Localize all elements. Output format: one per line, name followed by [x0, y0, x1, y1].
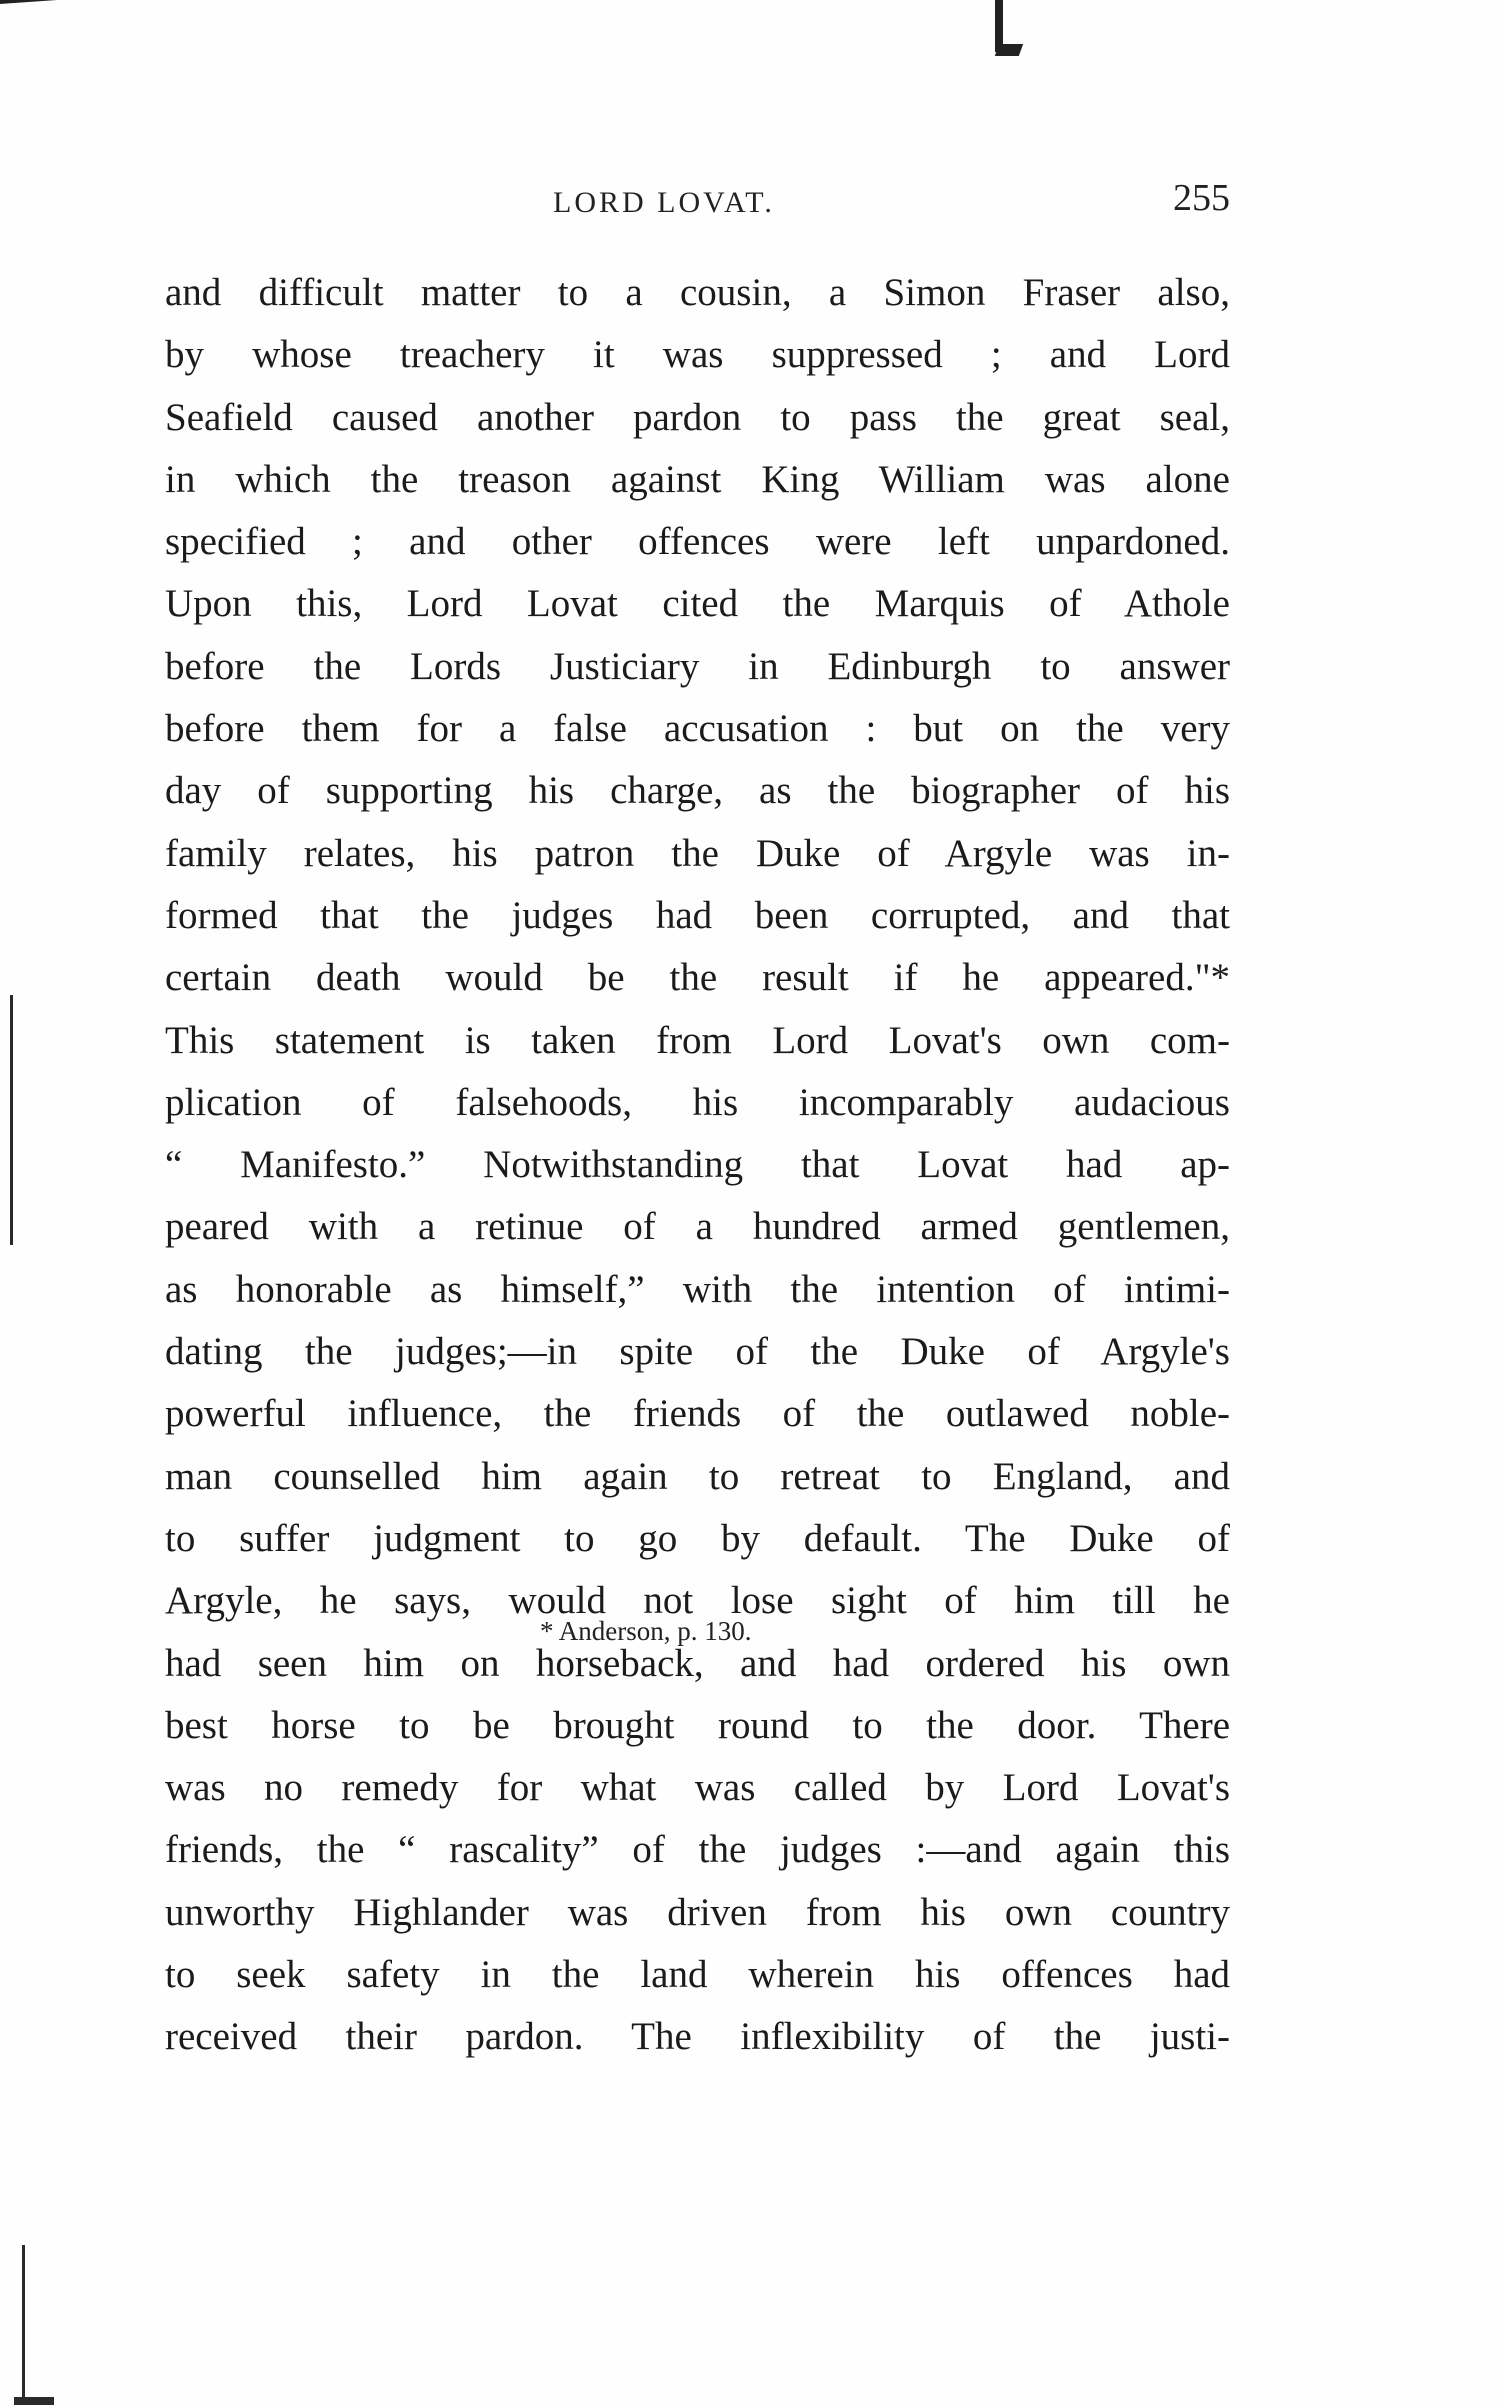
scan-artifact-left-line-bottom — [22, 2245, 25, 2405]
text-line: man counselled him again to retreat to England, and — [165, 1454, 1230, 1498]
text-line: in which the treason against King William was alone — [165, 457, 1230, 501]
text-line: family relates, his patron the Duke of Argyle was in- — [165, 831, 1230, 875]
text-line: before the Lords Justiciary in Edinburgh to answer — [165, 644, 1230, 688]
text-line: specified ; and other offences were left unpardoned. — [165, 520, 1230, 564]
text-line: as honorable as himself,” with the intention of intimi- — [165, 1267, 1230, 1311]
text-line: friends, the “ rascality” of the judges :—and again this — [165, 1828, 1230, 1872]
body-text — [165, 262, 1230, 2069]
text-line: plication of falsehoods, his incomparably audacious — [165, 1080, 1230, 1124]
text-line: Upon this, Lord Lovat cited the Marquis of Athole — [165, 582, 1230, 626]
text-line: dating the judges;—in spite of the Duke of Argyle's — [165, 1330, 1230, 1374]
running-head — [165, 176, 1230, 226]
text-line: This statement is taken from Lord Lovat's own com- — [165, 1018, 1230, 1062]
text-line: by whose treachery it was suppressed ; and Lord — [165, 333, 1230, 377]
text-line: Argyle, he says, would not lose sight of him till he — [165, 1579, 1230, 1623]
page-number: 255 — [1173, 177, 1230, 219]
text-line: received their pardon. The inflexibility of the justi- — [165, 2015, 1230, 2059]
text-line: certain death would be the result if he appeared."* — [165, 956, 1230, 1000]
scan-artifact-left-line — [10, 995, 13, 1245]
text-line: and difficult matter to a cousin, a Simon Fraser also, — [165, 271, 1230, 314]
text-line: “ Manifesto.” Notwithstanding that Lovat had ap- — [165, 1143, 1230, 1187]
footnote: * Anderson, p. 130. — [540, 1616, 752, 1646]
text-line: had seen him on horseback, and had ordered his own — [165, 1641, 1230, 1685]
text-line: formed that the judges had been corrupted, and that — [165, 893, 1230, 937]
scan-artifact-top-mark — [995, 0, 1003, 52]
text-line: was no remedy for what was called by Lord Lovat's — [165, 1766, 1230, 1810]
text-line: to seek safety in the land wherein his offences had — [165, 1953, 1230, 1997]
text-line: Seafield caused another pardon to pass the great seal, — [165, 395, 1230, 439]
text-line: best horse to be brought round to the door. There — [165, 1703, 1230, 1747]
running-title: LORD LOVAT. — [553, 186, 775, 219]
text-line: peared with a retinue of a hundred armed gentlemen, — [165, 1205, 1230, 1249]
text-line: to suffer judgment to go by default. The Duke of — [165, 1516, 1230, 1560]
text-line: powerful influence, the friends of the outlawed noble- — [165, 1392, 1230, 1436]
text-line: before them for a false accusation : but on the very — [165, 707, 1230, 751]
scan-artifact-top-left — [0, 0, 60, 22]
text-line: unworthy Highlander was driven from his own country — [165, 1890, 1230, 1934]
text-line: day of supporting his charge, as the biographer of his — [165, 769, 1230, 813]
